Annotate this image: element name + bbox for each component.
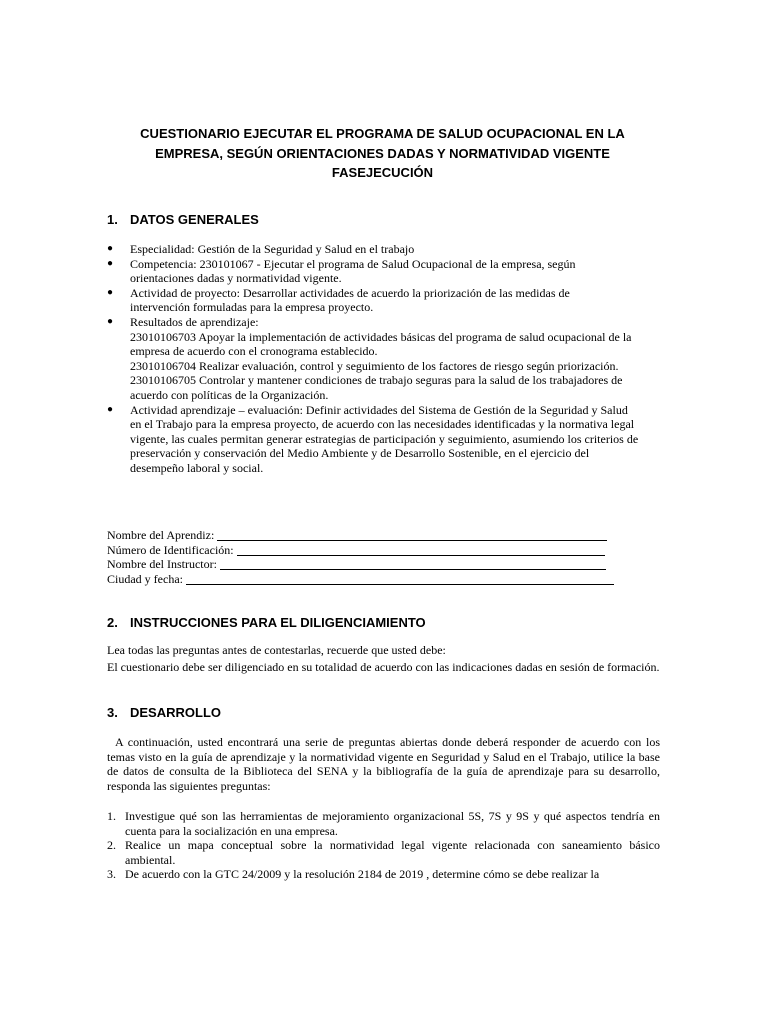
section-3-title: DESARROLLO bbox=[130, 705, 221, 720]
question-text: Realice un mapa conceptual sobre la normatividad legal vigente relacionada con saneamiento básico ambiental. bbox=[125, 838, 660, 867]
section-1-heading bbox=[107, 212, 259, 228]
question-number: 1. bbox=[107, 809, 116, 823]
section-1-title: DATOS GENERALES bbox=[130, 212, 259, 227]
bullet-icon: ● bbox=[107, 286, 114, 298]
document-title bbox=[110, 124, 655, 183]
id-field-label: Número de Identificación: bbox=[107, 542, 234, 557]
list-item: ● Competencia: 230101067 - Ejecutar el programa de Salud Ocupacional de la empresa, según orientaciones dadas y normatividad vigente. bbox=[107, 256, 576, 286]
development-intro: A continuación, usted encontrará una serie de preguntas abiertas donde deberá responder de acuerdo con los temas visto en la guía de aprendizaje y la normatividad vigente en Seguridad y Salud en el Trabajo, utilice la base de datos de consulta de la Biblioteca del SENA y la bibliografía de la guía de aprendizaje para su desarrollo, responda las siguientes preguntas: bbox=[107, 735, 660, 793]
city-date-field bbox=[107, 572, 627, 587]
instructor-field-line[interactable] bbox=[220, 557, 606, 570]
list-item: ● Actividad aprendizaje – evaluación: Definir actividades del Sistema de Gestión de la Seguridad y Salud en el Trabajo para la empresa proyecto, de acuerdo con las necesidades identificadas y la normativa legal vigente, las cuales permitan generar estrategias de participación y seguimiento, asumiendo los criterios de preservación y conservación del Medio Ambiente y de Desarrollo Sostenible, en el ejercicio del desempeño laboral y social. bbox=[107, 402, 639, 475]
list-item: ● Especialidad: Gestión de la Seguridad y Salud en el trabajo bbox=[107, 242, 415, 256]
question-text: De acuerdo con la GTC 24/2009 y la resolución 2184 de 2019 , determine cómo se debe realizar la bbox=[125, 867, 600, 882]
question-item bbox=[107, 838, 660, 867]
instructions-line-2: El cuestionario debe ser diligenciado en su totalidad de acuerdo con las indicaciones dadas en sesión de formación. bbox=[107, 660, 660, 674]
section-2-title: INSTRUCCIONES PARA EL DILIGENCIAMIENTO bbox=[130, 615, 426, 630]
bullet-icon: ● bbox=[107, 257, 114, 269]
bullet-icon: ● bbox=[107, 315, 114, 327]
bullet-icon: ● bbox=[107, 403, 114, 415]
city-date-field-label: Ciudad y fecha: bbox=[107, 571, 183, 586]
question-text: Investigue qué son las herramientas de mejoramiento organizacional 5S, 7S y 9S y qué aspectos tendría en cuenta para la socialización en una empresa. bbox=[125, 809, 660, 838]
student-info-fields bbox=[107, 528, 627, 586]
title-line-1: CUESTIONARIO EJECUTAR EL PROGRAMA DE SALUD OCUPACIONAL EN LA bbox=[140, 126, 625, 141]
question-item bbox=[107, 867, 660, 882]
section-2-heading bbox=[107, 615, 426, 631]
instructor-field-label: Nombre del Instructor: bbox=[107, 557, 217, 572]
question-number: 3. bbox=[107, 867, 116, 882]
questions-list bbox=[107, 809, 660, 882]
title-line-3: FASEJECUCIÓN bbox=[331, 165, 434, 180]
instructions-line-1: Lea todas las preguntas antes de contestarlas, recuerde que usted debe: bbox=[107, 643, 446, 657]
general-data-list bbox=[107, 242, 660, 476]
title-line-2: EMPRESA, SEGÚN ORIENTACIONES DADAS Y NORMATIVIDAD VIGENTE bbox=[155, 145, 610, 161]
section-2-number: 2. bbox=[107, 615, 118, 630]
name-field bbox=[107, 528, 627, 543]
section-1-number: 1. bbox=[107, 212, 118, 227]
name-field-label: Nombre del Aprendiz: bbox=[107, 528, 215, 542]
name-field-line[interactable] bbox=[217, 528, 607, 541]
section-3-heading bbox=[107, 705, 221, 721]
bullet-icon: ● bbox=[107, 243, 114, 254]
instructor-field bbox=[107, 557, 627, 572]
id-field-line[interactable] bbox=[237, 543, 605, 556]
list-item: ● Actividad de proyecto: Desarrollar actividades de acuerdo la priorización de las medidas de intervención formuladas para la empresa proyecto. bbox=[107, 285, 570, 315]
id-field bbox=[107, 543, 627, 558]
list-item: ● Resultados de aprendizaje: 23010106703 Apoyar la implementación de actividades básicas del programa de salud ocupacional de la empresa de acuerdo con el cronograma establecido. 23010106704 Realizar evaluación, control y seguimiento de los factores de riesgo según priorización. 23010106705 Controlar y mantener condiciones de trabajo seguras para la salud de los trabajadores de acuerdo con políticas de la Organización. bbox=[107, 314, 632, 402]
city-date-field-line[interactable] bbox=[186, 572, 614, 585]
question-number: 2. bbox=[107, 838, 116, 853]
section-3-number: 3. bbox=[107, 705, 118, 720]
question-item bbox=[107, 809, 660, 838]
